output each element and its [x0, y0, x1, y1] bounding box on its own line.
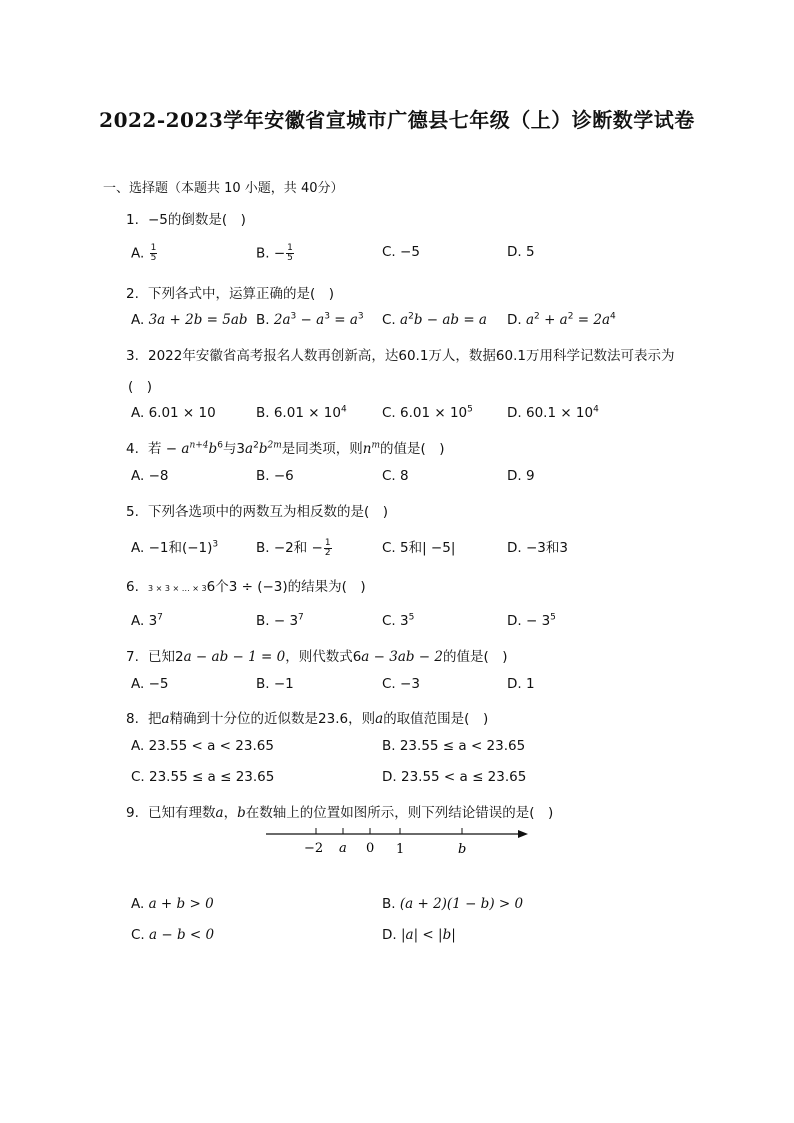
- q4-option-d: D. 9: [507, 468, 535, 484]
- q3-option-a: A. 6.01 × 10: [131, 405, 216, 421]
- q7-option-d: D. 1: [507, 676, 535, 692]
- question-9: 9. 已知有理数a，b在数轴上的位置如图所示，则下列结论错误的是( ): [126, 805, 554, 821]
- q6-option-c: C. $3^5$: [382, 612, 415, 629]
- q2-option-d: D. $a^2 + a^2 = 2a^4$: [507, 311, 616, 328]
- fraction: $\frac{1}{5}$: [150, 243, 157, 263]
- question-6: 6. 3 × 3 × … × 36个3 ÷ (−3)的结果为( ): [126, 579, 366, 595]
- q6-option-a: A. $3^7$: [131, 612, 163, 629]
- q5-option-b: B. −2和 − $\frac{1}{2}$: [256, 537, 331, 558]
- q6-option-d: D. − $3^5$: [507, 612, 556, 629]
- question-4: 4. 若 − $a^{n+4}b^6$与$3a^2b^{2m}$是同类项，则$n^m$的值是( ): [126, 440, 445, 457]
- axis-label: −2: [304, 841, 324, 856]
- q8-option-c: C. 23.55 ≤ a ≤ 23.65: [131, 769, 275, 785]
- arrow-head-icon: [518, 830, 528, 838]
- q4-option-c: C. 8: [382, 468, 409, 484]
- fraction: $\frac{1}{2}$: [324, 537, 331, 558]
- q9-option-a: A. a + b > 0: [131, 896, 214, 912]
- q3-option-d: D. $60.1 \times 10^4$: [507, 404, 599, 421]
- q7-option-c: C. −3: [382, 676, 420, 692]
- q2-option-a: A. 3a + 2b = 5ab: [131, 312, 248, 328]
- q1-option-a: A. $\frac{1}{5}$: [131, 243, 157, 263]
- question-8: 8. 把a精确到十分位的近似数是23.6，则a的取值范围是( ): [126, 711, 489, 727]
- q5-option-c: C. 5和| −5|: [382, 540, 456, 556]
- fraction: $\frac{1}{5}$: [287, 243, 293, 263]
- question-5: 5. 下列各选项中的两数互为相反数的是( ): [126, 504, 389, 520]
- q3-option-c: C. $6.01 \times 10^5$: [382, 404, 473, 421]
- q1-option-b: B. − $\frac{1}{5}$: [256, 243, 293, 263]
- q8-option-d: D. 23.55 < a ≤ 23.65: [382, 769, 527, 785]
- q3-option-b: B. $6.01 \times 10^4$: [256, 404, 347, 421]
- q5-option-a: A. −1和$(-1)^3$: [131, 539, 219, 556]
- q7-option-b: B. −1: [256, 676, 294, 692]
- page-title: 2022-2023学年安徽省宣城市广德县七年级（上）诊断数学试卷: [99, 108, 695, 132]
- question-3-paren: ( ): [128, 379, 153, 395]
- q9-option-c: C. a − b < 0: [131, 927, 215, 943]
- axis-label: 1: [396, 842, 405, 857]
- q1-option-d: D. 5: [507, 244, 535, 260]
- q9-option-b: B. (a + 2)(1 − b) > 0: [382, 896, 524, 912]
- q2-option-b: B. $2a^3 - a^3 = a^3$: [256, 311, 364, 328]
- q8-option-a: A. 23.55 < a < 23.65: [131, 738, 274, 754]
- section-heading: 一、选择题（本题共 10 小题，共 40分）: [103, 181, 344, 196]
- q7-option-a: A. −5: [131, 676, 169, 692]
- question-7: 7. 已知2a − ab − 1 = 0，则代数式6a − 3ab − 2的值是( ): [126, 649, 508, 665]
- q1-option-c: C. −5: [382, 244, 420, 260]
- q2-option-c: C. $a^2b$ − ab = a: [382, 311, 487, 328]
- axis-label: b: [458, 842, 467, 857]
- q4-option-b: B. −6: [256, 468, 294, 484]
- question-3: 3. 2022年安徽省高考报名人数再创新高，达60.1万人，数据60.1万用科学记数法可表示为: [126, 348, 675, 364]
- q6-option-b: B. − $3^7$: [256, 612, 304, 629]
- q8-option-b: B. 23.55 ≤ a < 23.65: [382, 738, 526, 754]
- number-line-figure: [262, 824, 532, 860]
- axis-label: 0: [366, 841, 375, 856]
- question-2: 2. 下列各式中，运算正确的是( ): [126, 286, 335, 302]
- q5-option-d: D. −3和3: [507, 540, 568, 556]
- q9-option-d: D. |a| < |b|: [382, 927, 456, 943]
- axis-label: a: [339, 841, 347, 856]
- q4-option-a: A. −8: [131, 468, 169, 484]
- question-1: 1. −5的倒数是( ): [126, 212, 246, 228]
